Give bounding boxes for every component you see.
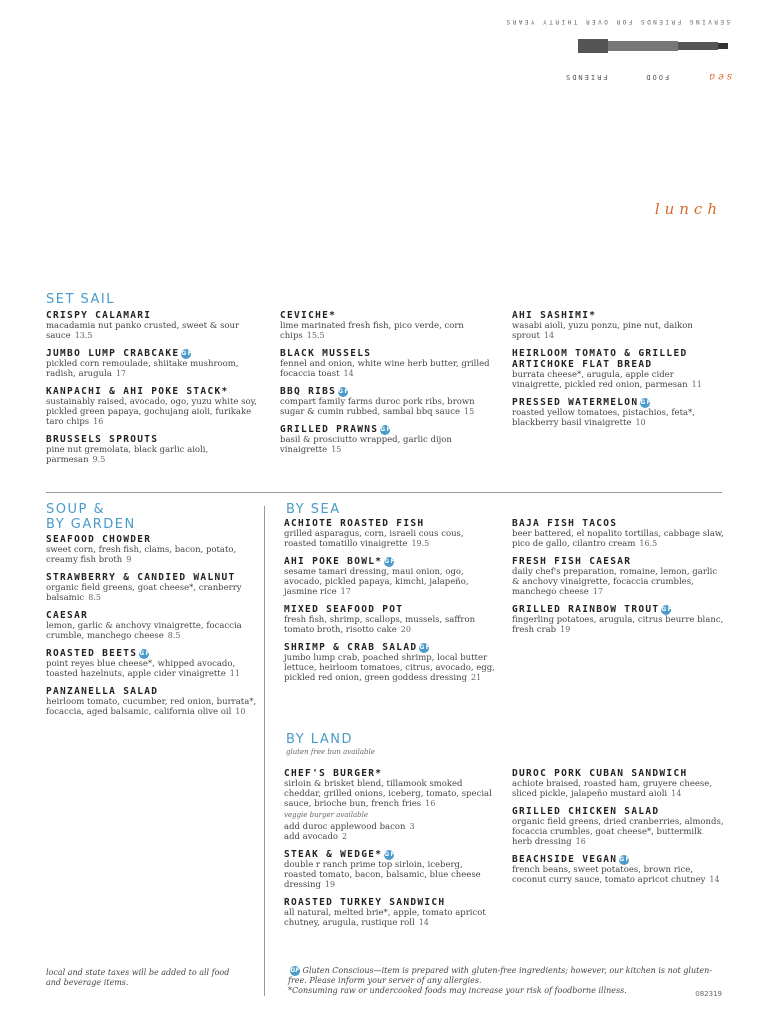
item-name: CRISPY CALAMARI bbox=[46, 310, 152, 321]
menu-item bbox=[512, 397, 724, 428]
menu-item bbox=[46, 610, 258, 641]
menu-item bbox=[284, 642, 496, 683]
item-desc: lime marinated fresh fish, pico verde, corn chips 15.5 bbox=[280, 321, 464, 341]
item-desc: lemon, garlic & anchovy vinaigrette, focaccia crumble, manchego cheese 8.5 bbox=[46, 621, 242, 641]
item-name: BRUSSELS SPROUTS bbox=[46, 434, 159, 445]
item-desc: sirloin & brisket blend, tillamook smoked cheddar, grilled onions, iceberg, tomato, special sauce, brioche bun, french fries 16 bbox=[284, 779, 492, 809]
item-price: 16.5 bbox=[639, 539, 658, 548]
menu-item bbox=[46, 648, 258, 679]
item-name: GRILLED PRAWNS GF bbox=[280, 424, 392, 435]
menu-item bbox=[512, 348, 724, 390]
item-name: CEVICHE* bbox=[280, 310, 337, 321]
menu-item bbox=[280, 310, 492, 341]
menu-item bbox=[284, 768, 496, 809]
item-price: 10 bbox=[235, 707, 246, 716]
section-divider-vertical bbox=[264, 506, 265, 996]
section-title-set-sail: SET SAIL bbox=[46, 292, 116, 307]
set-sail-col-2 bbox=[280, 310, 492, 462]
menu-item bbox=[280, 386, 492, 417]
item-price: 9 bbox=[126, 555, 132, 564]
gluten-conscious-icon: GF bbox=[640, 398, 652, 406]
menu-item bbox=[46, 310, 258, 341]
section-divider-horizontal bbox=[46, 492, 722, 493]
item-price: 13.5 bbox=[74, 331, 93, 340]
item-price: 16 bbox=[425, 799, 436, 808]
brand-block bbox=[503, 14, 732, 84]
menu-code: 082319 bbox=[695, 990, 722, 998]
gluten-conscious-icon: GF bbox=[384, 557, 396, 565]
gluten-note: GF Gluten Conscious—item is prepared with gluten-free ingredients; however, our kitchen is not gluten-free. Please inform your server of any allergies. bbox=[288, 966, 712, 985]
item-desc: sesame tamari dressing, maui onion, ogo, avocado, pickled papaya, kimchi, jalapeño, jasmine rice 17 bbox=[284, 567, 469, 597]
section-title-line: BY GARDEN bbox=[46, 517, 136, 532]
menu-item bbox=[512, 806, 724, 847]
item-desc: fennel and onion, white wine herb butter, grilled focaccia toast 14 bbox=[280, 359, 490, 379]
menu-item bbox=[512, 518, 724, 549]
item-desc: compart family farms duroc pork ribs, brown sugar & cumin rubbed, sambal bbq sauce 15 bbox=[280, 397, 475, 417]
item-price: 11 bbox=[229, 669, 240, 678]
raw-food-note: *Consuming raw or undercooked foods may increase your risk of foodborne illness. bbox=[288, 986, 627, 995]
menu-item bbox=[512, 310, 724, 341]
menu-item bbox=[512, 854, 724, 885]
gluten-free-bun-note: gluten free bun available bbox=[286, 748, 375, 756]
gluten-conscious-icon: GF bbox=[181, 349, 193, 357]
item-price: 15.5 bbox=[306, 331, 325, 340]
by-sea-col-1 bbox=[284, 518, 496, 690]
set-sail-col-3 bbox=[512, 310, 724, 435]
item-name: GRILLED CHICKEN SALAD bbox=[512, 806, 660, 817]
item-name: AHI SASHIMI* bbox=[512, 310, 597, 321]
gluten-conscious-icon: GF bbox=[419, 643, 431, 651]
menu-item bbox=[46, 348, 258, 379]
item-desc: achiote braised, roasted ham, gruyere cheese, sliced pickle, jalapeño mustard aioli 14 bbox=[512, 779, 713, 799]
item-desc: organic field greens, dried cranberries, almonds, focaccia crumbles, goat cheese*, buttermilk herb dressing 16 bbox=[512, 817, 724, 847]
item-price: 14 bbox=[671, 789, 682, 798]
menu-item bbox=[46, 534, 258, 565]
addon-price: 2 bbox=[342, 832, 348, 841]
item-price: 21 bbox=[471, 673, 482, 682]
item-name: CHEF'S BURGER* bbox=[284, 768, 383, 779]
item-desc: sustainably raised, avocado, ogo, yuzu white soy, pickled green papaya, gochujang aioli, furikake taro chips 16 bbox=[46, 397, 257, 427]
item-price: 11 bbox=[691, 380, 702, 389]
item-name: GRILLED RAINBOW TROUT GF bbox=[512, 604, 674, 615]
item-desc: pine nut gremolata, black garlic aioli, parmesan 9.5 bbox=[46, 445, 209, 465]
item-desc: double r ranch prime top sirloin, iceberg, roasted tomato, bacon, balsamic, blue cheese dressing 19 bbox=[284, 860, 481, 890]
by-land-col-2 bbox=[512, 768, 724, 892]
section-title-by-sea: BY SEA bbox=[286, 502, 341, 517]
spyglass-logo-icon bbox=[578, 34, 728, 58]
item-name: ROASTED TURKEY SANDWICH bbox=[284, 897, 446, 908]
menu-item bbox=[280, 424, 492, 455]
item-price: 17 bbox=[115, 369, 127, 378]
brand-tagline: SERVING FRIENDS FOR OVER THIRTY YEARS bbox=[503, 18, 730, 25]
item-price: 8.5 bbox=[88, 593, 101, 602]
menu-item bbox=[512, 768, 724, 799]
item-desc: burrata cheese*, arugula, apple cider vinaigrette, pickled red onion, parmesan 11 bbox=[512, 370, 702, 390]
item-desc: macadamia nut panko crusted, sweet & sour sauce 13.5 bbox=[46, 321, 240, 341]
item-desc: pickled corn remoulade, shiitake mushroom, radish, arugula 17 bbox=[46, 359, 239, 379]
addon-line: add avocado 2 bbox=[284, 832, 348, 842]
item-price: 15 bbox=[331, 445, 342, 454]
item-desc: fresh fish, shrimp, scallops, mussels, saffron tomato broth, risotto cake 20 bbox=[284, 615, 476, 635]
item-name: BBQ RIBS GF bbox=[280, 386, 350, 397]
item-price: 16 bbox=[93, 417, 104, 426]
item-desc: point reyes blue cheese*, whipped avocado, toasted hazelnuts, apple cider vinaigrette 11 bbox=[46, 659, 240, 679]
item-desc: wasabi aioli, yuzu ponzu, pine nut, daikon sprout 14 bbox=[512, 321, 693, 341]
item-price: 9.5 bbox=[92, 455, 106, 464]
item-price: 19.5 bbox=[411, 539, 430, 548]
brand-word-friends: FRIENDS bbox=[564, 73, 608, 81]
item-name: PRESSED WATERMELON GF bbox=[512, 397, 652, 408]
by-land-col-1 bbox=[284, 768, 496, 935]
set-sail-col-1 bbox=[46, 310, 258, 472]
gluten-conscious-icon: GF bbox=[661, 605, 674, 613]
section-title-line: SOUP & bbox=[46, 502, 106, 517]
gluten-conscious-icon: GF bbox=[384, 850, 396, 858]
item-desc: basil & prosciutto wrapped, garlic dijon vinaigrette 15 bbox=[280, 435, 452, 455]
menu-item bbox=[284, 518, 496, 549]
menu-item bbox=[284, 849, 496, 890]
item-desc: fingerling potatoes, arugula, citrus beurre blanc, fresh crab 19 bbox=[512, 615, 724, 635]
gluten-conscious-icon: GF bbox=[338, 387, 350, 395]
item-price: 17 bbox=[340, 587, 351, 596]
item-name: STRAWBERRY & CANDIED WALNUT bbox=[46, 572, 236, 583]
menu-item bbox=[284, 604, 496, 635]
item-desc: sweet corn, fresh fish, clams, bacon, potato, creamy fish broth 9 bbox=[46, 545, 237, 565]
menu-item bbox=[512, 556, 724, 597]
item-name: ROASTED BEETS GF bbox=[46, 648, 151, 659]
item-desc: beer battered, el nopalito tortillas, cabbage slaw, pico de gallo, cilantro cream 16.5 bbox=[512, 529, 724, 549]
gluten-conscious-icon: GF bbox=[139, 649, 151, 657]
section-title-by-land: BY LAND bbox=[286, 732, 353, 747]
item-name: STEAK & WEDGE* GF bbox=[284, 849, 396, 860]
item-price: 16 bbox=[575, 837, 586, 846]
footnotes bbox=[288, 966, 728, 996]
item-price: 15 bbox=[464, 407, 475, 416]
item-name: DUROC PORK CUBAN SANDWICH bbox=[512, 768, 688, 779]
item-desc: jumbo lump crab, poached shrimp, local butter lettuce, heirloom tomatoes, citrus, avocado, egg, pickled red onion, green goddess dressing 21 bbox=[284, 653, 495, 683]
item-name: CAESAR bbox=[46, 610, 89, 621]
by-sea-col-2 bbox=[512, 518, 724, 642]
item-name: ACHIOTE ROASTED FISH bbox=[284, 518, 425, 529]
item-name: AHI POKE BOWL* GF bbox=[284, 556, 396, 567]
item-name: BEACHSIDE VEGAN GF bbox=[512, 854, 631, 865]
item-desc: french beans, sweet potatoes, brown rice, coconut curry sauce, tomato apricot chutney 14 bbox=[512, 865, 720, 885]
menu-item bbox=[280, 348, 492, 379]
item-desc: heirloom tomato, cucumber, red onion, burrata*, focaccia, aged balsamic, california olive oil 10 bbox=[46, 697, 257, 717]
menu-item bbox=[512, 604, 724, 635]
item-price: 10 bbox=[635, 418, 646, 427]
item-name: MIXED SEAFOOD POT bbox=[284, 604, 404, 615]
item-price: 14 bbox=[543, 331, 555, 340]
gluten-conscious-icon: GF bbox=[290, 967, 300, 974]
tax-note: local and state taxes will be added to all food and beverage items. bbox=[46, 968, 230, 987]
item-name: HEIRLOOM TOMATO & GRILLED ARTICHOKE FLAT BREAD bbox=[512, 348, 688, 370]
menu-item bbox=[46, 386, 258, 427]
menu-item bbox=[46, 434, 258, 465]
item-name: SEAFOOD CHOWDER bbox=[46, 534, 152, 545]
item-name: JUMBO LUMP CRABCAKE GF bbox=[46, 348, 193, 359]
addon-line: add duroc applewood bacon 3 bbox=[284, 822, 415, 832]
menu-item bbox=[284, 897, 496, 928]
item-price: 17 bbox=[592, 587, 604, 596]
menu-item bbox=[46, 686, 258, 717]
gluten-conscious-icon: GF bbox=[619, 855, 631, 863]
item-name: SHRIMP & CRAB SALAD GF bbox=[284, 642, 431, 653]
item-price: 14 bbox=[709, 875, 720, 884]
item-price: 14 bbox=[343, 369, 354, 378]
item-desc: organic field greens, goat cheese*, cranberry balsamic 8.5 bbox=[46, 583, 242, 603]
item-desc: grilled asparagus, corn, israeli cous cous, roasted tomatillo vinaigrette 19.5 bbox=[284, 529, 464, 549]
item-name: FRESH FISH CAESAR bbox=[512, 556, 632, 567]
brand-word-sea: sea bbox=[705, 71, 732, 83]
item-price: 20 bbox=[400, 625, 411, 634]
item-desc: roasted yellow tomatoes, pistachios, feta*, blackberry basil vinaigrette 10 bbox=[512, 408, 696, 428]
gluten-conscious-icon: GF bbox=[380, 425, 392, 433]
item-desc: all natural, melted brie*, apple, tomato apricot chutney, arugula, rustique roll 14 bbox=[284, 908, 486, 928]
soup-garden-col bbox=[46, 534, 258, 724]
item-desc: daily chef's preparation, romaine, lemon, garlic & anchovy vinaigrette, focaccia crumbles, manchego cheese 17 bbox=[512, 567, 718, 597]
brand-word-food: FOOD bbox=[644, 73, 670, 81]
item-name: BAJA FISH TACOS bbox=[512, 518, 618, 529]
menu-title: lunch bbox=[654, 200, 722, 218]
item-name: BLACK MUSSELS bbox=[280, 348, 372, 359]
item-price: 14 bbox=[418, 918, 429, 927]
item-price: 8.5 bbox=[167, 631, 181, 640]
brand-words bbox=[564, 70, 732, 84]
item-price: 19 bbox=[324, 880, 336, 889]
item-price: 19 bbox=[560, 625, 571, 634]
menu-item bbox=[284, 556, 496, 597]
addon-price: 3 bbox=[409, 822, 415, 831]
item-name: PANZANELLA SALAD bbox=[46, 686, 159, 697]
section-title-soup-garden bbox=[46, 502, 136, 532]
menu-item bbox=[46, 572, 258, 603]
veggie-burger-note: veggie burger available bbox=[284, 811, 369, 819]
item-name: KANPACHI & AHI POKE STACK* bbox=[46, 386, 229, 397]
